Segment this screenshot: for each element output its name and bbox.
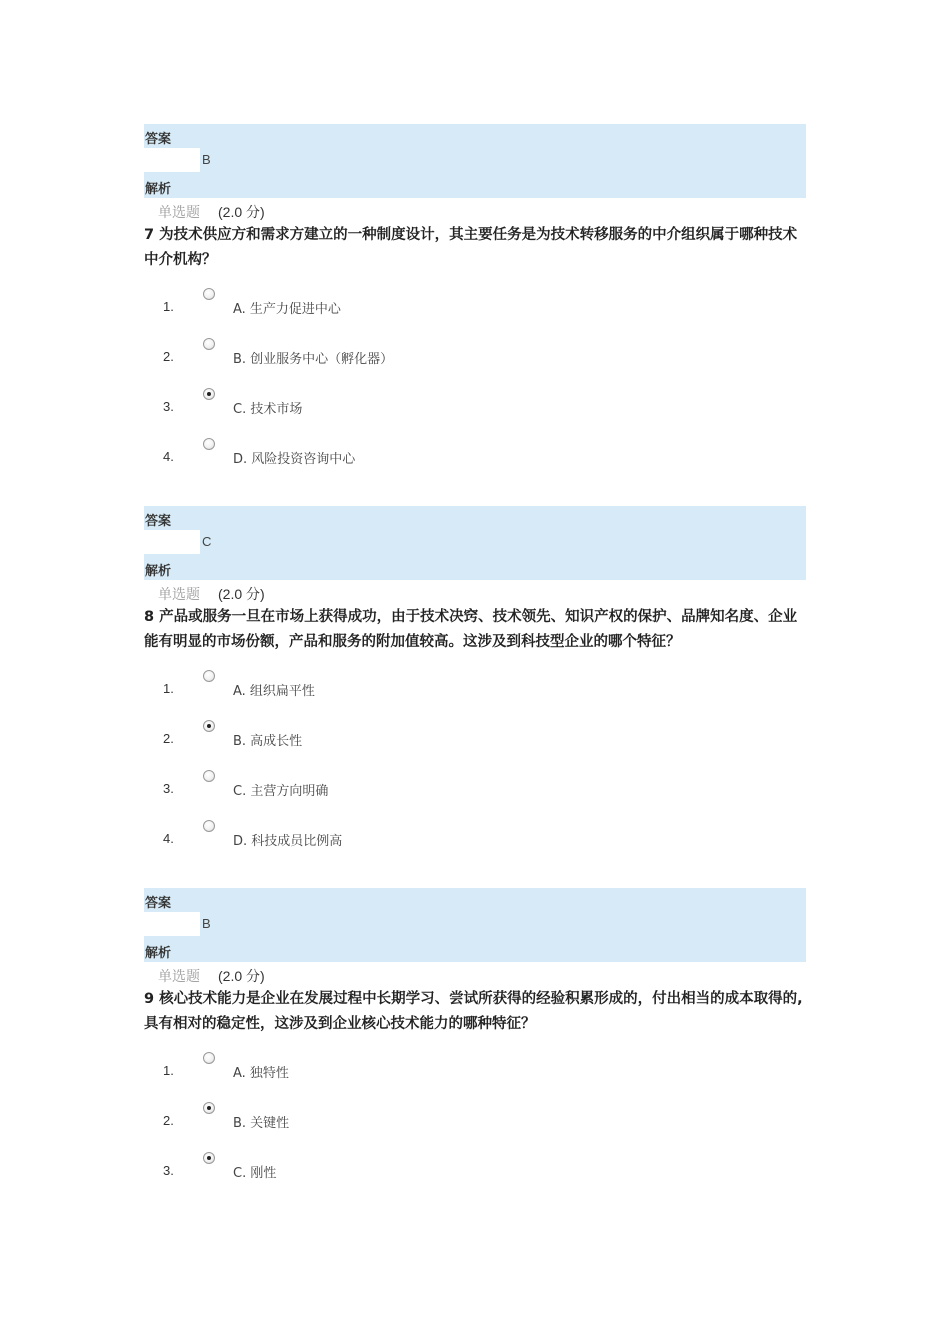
option-row-q9-c[interactable] <box>0 1160 950 1182</box>
radio-button[interactable] <box>203 338 215 350</box>
question-type: 单选题 <box>158 205 200 221</box>
option-row-q7-c[interactable] <box>0 396 950 418</box>
option-label: A. 组织扁平性 <box>233 684 315 699</box>
option-number: 2. <box>163 349 174 364</box>
option-row-q8-d[interactable] <box>0 828 950 850</box>
question-score: (2.0 分) <box>218 586 265 602</box>
option-label: B. 高成长性 <box>233 734 303 749</box>
radio-button[interactable] <box>203 1052 215 1064</box>
question-text-q8: 8 产品或服务一旦在市场上获得成功，由于技术决窍、技术领先、知识产权的保护、品牌知名度、企业能有明显的市场份额，产品和服务的附加值较高。这涉及到科技型企业的哪个特征？ <box>144 609 798 650</box>
explanation-label: 解析 <box>145 182 172 197</box>
answer-value: B <box>202 152 211 167</box>
answer-value: C <box>202 534 212 549</box>
radio-button-selected[interactable] <box>203 1102 215 1114</box>
explanation-label: 解析 <box>145 564 172 579</box>
answer-value: B <box>202 916 211 931</box>
option-label: D. 风险投资咨询中心 <box>233 452 356 467</box>
question-text-q9: 9 核心技术能力是企业在发展过程中长期学习、尝试所获得的经验积累形成的，付出相当的成本取得的,具有相对的稳定性，这涉及到企业核心技术能力的哪种特征？ <box>144 991 803 1032</box>
option-number: 2. <box>163 1113 174 1128</box>
question-type: 单选题 <box>158 969 200 985</box>
option-row-q7-a[interactable] <box>0 296 950 318</box>
answer-label: 答案 <box>145 896 172 911</box>
answer-label: 答案 <box>145 514 172 529</box>
question-score: (2.0 分) <box>218 204 265 220</box>
option-label: A. 独特性 <box>233 1066 289 1081</box>
option-number: 3. <box>163 781 174 796</box>
answer-panel-q7 <box>144 506 806 580</box>
question-text-q7: 7 为技术供应方和需求方建立的一种制度设计，其主要任务是为技术转移服务的中介组织属于哪种技术中介机构？ <box>144 227 798 268</box>
radio-button[interactable] <box>203 670 215 682</box>
question-type: 单选题 <box>158 587 200 603</box>
answer-cell <box>144 912 200 936</box>
option-row-q8-c[interactable] <box>0 778 950 800</box>
option-label: C. 刚性 <box>233 1166 277 1181</box>
answer-cell <box>144 530 200 554</box>
question-score: (2.0 分) <box>218 968 265 984</box>
question-meta-q8 <box>158 584 265 604</box>
option-number: 1. <box>163 1063 174 1078</box>
explanation-label: 解析 <box>145 946 172 961</box>
option-label: C. 主营方向明确 <box>233 784 329 799</box>
option-number: 3. <box>163 1163 174 1178</box>
option-number: 4. <box>163 449 174 464</box>
question-meta-q7 <box>158 202 265 222</box>
radio-button-selected[interactable] <box>203 720 215 732</box>
radio-button-selected[interactable] <box>203 1152 215 1164</box>
option-number: 4. <box>163 831 174 846</box>
answer-label: 答案 <box>145 132 172 147</box>
answer-cell <box>144 148 200 172</box>
option-number: 1. <box>163 299 174 314</box>
option-row-q7-b[interactable] <box>0 346 950 368</box>
radio-button[interactable] <box>203 438 215 450</box>
answer-panel-q6 <box>144 124 806 198</box>
radio-button[interactable] <box>203 288 215 300</box>
answer-panel-q8 <box>144 888 806 962</box>
option-label: B. 关键性 <box>233 1116 290 1131</box>
option-row-q9-b[interactable] <box>0 1110 950 1132</box>
question-meta-q9 <box>158 966 265 986</box>
option-row-q7-d[interactable] <box>0 446 950 468</box>
option-label: A. 生产力促进中心 <box>233 302 341 317</box>
option-row-q8-b[interactable] <box>0 728 950 750</box>
option-label: D. 科技成员比例高 <box>233 834 343 849</box>
radio-button[interactable] <box>203 770 215 782</box>
option-row-q8-a[interactable] <box>0 678 950 700</box>
radio-button[interactable] <box>203 820 215 832</box>
radio-button-selected[interactable] <box>203 388 215 400</box>
option-row-q9-a[interactable] <box>0 1060 950 1082</box>
option-number: 3. <box>163 399 174 414</box>
option-label: C. 技术市场 <box>233 402 303 417</box>
option-label: B. 创业服务中心（孵化器） <box>233 352 394 367</box>
option-number: 1. <box>163 681 174 696</box>
option-number: 2. <box>163 731 174 746</box>
